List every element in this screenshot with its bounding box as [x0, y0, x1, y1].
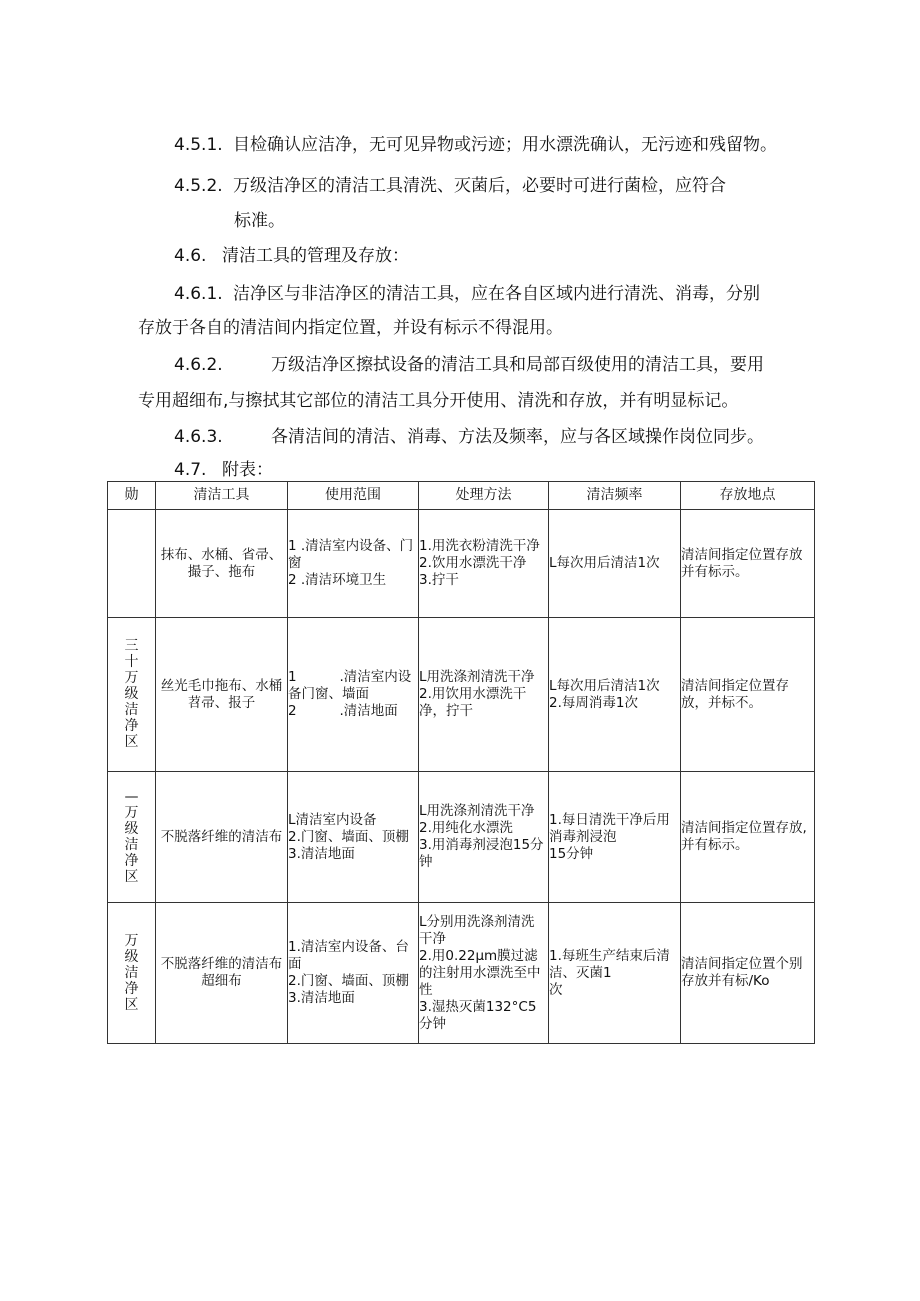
scope-line: 3.清洁地面	[288, 990, 355, 1006]
para-4-5-2	[174, 175, 726, 197]
frequency-line: L每次用后清洁1次	[549, 677, 660, 694]
header-tool: 清洁工具	[156, 482, 288, 510]
area-label: —万级洁净区	[124, 788, 139, 885]
header-frequency: 清洁频率	[549, 482, 681, 510]
scope-line: L清洁室内设备	[288, 811, 377, 828]
method-cell	[419, 772, 549, 903]
storage-cell: 清洁间指定位置存放并有标示。	[681, 510, 815, 618]
frequency-cell	[549, 772, 681, 903]
header-area: 勋	[108, 482, 156, 510]
scope-cell	[288, 772, 419, 903]
storage-cell: 清洁间指定位置存放,并有标示。	[681, 772, 815, 903]
para-4-6-1	[174, 283, 760, 305]
method-cell	[419, 903, 549, 1044]
method-line: 2.饮用水漂洗干净	[419, 555, 527, 571]
scope-line: 2 .清洁地面	[288, 703, 398, 719]
method-cell	[419, 618, 549, 772]
method-line: 2.用纯化水漂洗	[419, 820, 513, 836]
area-cell	[108, 903, 156, 1044]
para-number: 4.6.	[174, 246, 207, 266]
para-4-5-2-cont: 标准。	[234, 211, 285, 231]
para-text: 目检确认应洁净，无可见异物或污迹；用水漂洗确认，无污迹和残留物。	[233, 135, 777, 155]
scope-cell	[288, 510, 419, 618]
area-cell	[108, 510, 156, 618]
attachment-table	[107, 481, 815, 1044]
scope-line: 3.清洁地面	[288, 845, 355, 862]
method-line: 3.湿热灭菌132°C5分钟	[419, 998, 537, 1032]
para-number: 4.7.	[174, 460, 207, 480]
para-4-6-3	[174, 426, 764, 448]
frequency-cell	[549, 618, 681, 772]
table-row	[108, 772, 815, 903]
method-line: L分别用洗涤剂清洗干净	[419, 913, 535, 947]
method-line: 2.用0.22μm膜过滤的注射用水漂洗至中性	[419, 947, 541, 998]
header-method: 处理方法	[419, 482, 549, 510]
frequency-cell	[549, 510, 681, 618]
scope-line: 2.门窗、墙面、顶棚	[288, 828, 409, 845]
area-cell	[108, 618, 156, 772]
frequency-line: 1.每日清洗干净后用消毒剂浸泡	[549, 811, 670, 845]
para-number: 4.6.1.	[174, 284, 223, 304]
frequency-line: 2.每周消毒1次	[549, 694, 638, 711]
method-cell	[419, 510, 549, 618]
header-storage: 存放地点	[681, 482, 815, 510]
scope-cell	[288, 618, 419, 772]
para-4-6-2	[174, 354, 764, 376]
para-4-6	[174, 245, 409, 267]
scope-line: 1 .清洁室内设备、门窗	[288, 538, 414, 571]
frequency-cell	[549, 903, 681, 1044]
scope-line: 1.清洁室内设备、台面	[288, 939, 409, 972]
para-4-6-1-cont: 存放于各自的清洁间内指定位置，并设有标示不得混用。	[138, 318, 563, 338]
para-text: 万级洁净区擦拭设备的清洁工具和局部百级使用的清洁工具，要用	[271, 355, 764, 375]
scope-line: 1 .清洁室内设备门窗、墙面	[288, 669, 412, 702]
frequency-line: 1.每班生产结束后清洁、灭菌1	[549, 947, 670, 981]
para-number: 4.6.2.	[174, 355, 223, 375]
para-text: 万级洁净区的清洁工具清洗、灭菌后，必要时可进行菌检，应符合	[233, 176, 726, 196]
method-line: L用洗涤剂清洗干净	[419, 803, 535, 819]
para-number: 4.6.3.	[174, 427, 223, 447]
para-4-7	[174, 459, 273, 481]
area-cell	[108, 772, 156, 903]
tool-cell: 抹布、水桶、省帚、撮子、拖布	[156, 510, 288, 618]
storage-cell: 清洁间指定位置存放，并标不。	[681, 618, 815, 772]
tool-cell: 不脱落纤维的清洁布超细布	[156, 903, 288, 1044]
scope-cell	[288, 903, 419, 1044]
para-text: 清洁工具的管理及存放：	[222, 246, 409, 266]
para-4-6-2-cont: 专用超细布,与擦拭其它部位的清洁工具分开使用、清洗和存放，并有明显标记。	[138, 391, 739, 411]
para-text: 洁净区与非洁净区的清洁工具，应在各自区域内进行清洗、消毒，分别	[233, 284, 760, 304]
method-line: 2.用饮用水漂洗干净，拧干	[419, 686, 527, 719]
tool-cell: 不脱落纤维的清洁布	[156, 772, 288, 903]
table-row	[108, 903, 815, 1044]
frequency-line: 15分钟	[549, 845, 594, 862]
table-row	[108, 618, 815, 772]
area-label: 万级洁净区	[124, 932, 139, 1013]
para-text: 各清洁间的清洁、消毒、方法及频率，应与各区域操作岗位同步。	[271, 427, 764, 447]
frequency-line: L每次用后清洁1次	[549, 555, 660, 571]
para-4-5-1	[174, 134, 777, 156]
table-row	[108, 510, 815, 618]
scope-line: 2.门窗、墙面、顶棚	[288, 973, 409, 989]
method-line: 3.拧干	[419, 572, 459, 588]
tool-cell: 丝光毛巾拖布、水桶苕帚、报子	[156, 618, 288, 772]
method-line: 3.用消毒剂浸泡15分钟	[419, 837, 544, 870]
method-line: L用洗涤剂清洗干净	[419, 669, 535, 685]
area-label: 三十万级洁净区	[124, 638, 139, 750]
method-line: 1.用洗衣粉清洗干净	[419, 538, 540, 554]
para-number: 4.5.1.	[174, 135, 223, 155]
table-header-row	[108, 482, 815, 510]
header-scope: 使用范围	[288, 482, 419, 510]
storage-cell: 清洁间指定位置个别存放并有标/Ko	[681, 903, 815, 1044]
frequency-line: 次	[549, 981, 563, 998]
scope-line: 2 .清洁环境卫生	[288, 572, 387, 588]
para-text: 附表：	[222, 460, 273, 480]
para-number: 4.5.2.	[174, 176, 223, 196]
